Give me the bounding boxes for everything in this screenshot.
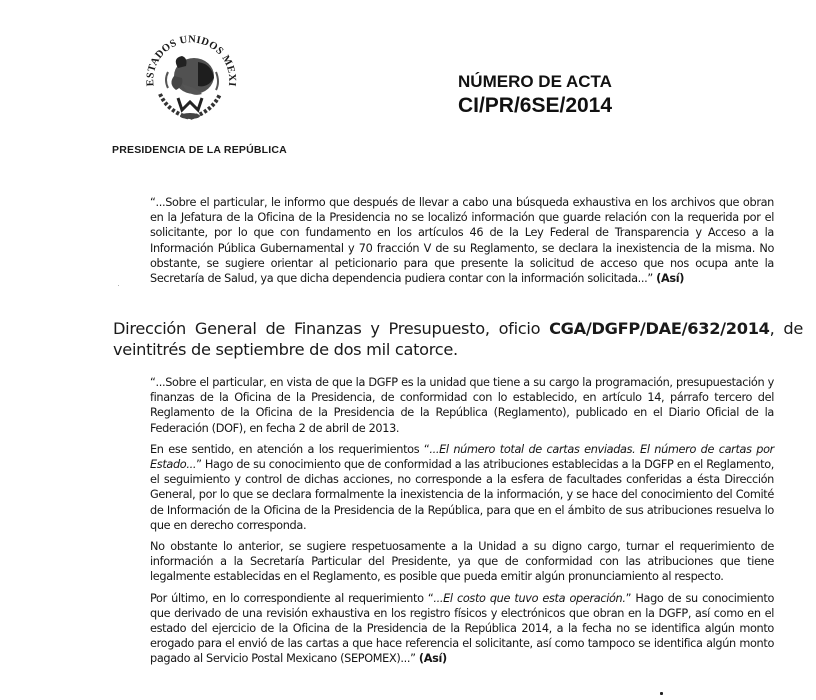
quote-paragraph-3: No obstante lo anterior, se sugiere respetuosamente a la Unidad a su digno cargo, turnar el requerimiento de información a la Secretaría Particular del Presidente, ya que de conformidad con las atribuciones que tiene legalmente establecidas en el Reglamento, es posible que pueda emitir algún pronunciamiento al respecto. xyxy=(150,540,774,584)
scan-speck xyxy=(118,285,119,286)
p2-text-before: En ese sentido, en atención a los requerimientos “ xyxy=(150,442,430,456)
acta-label: NÚMERO DE ACTA xyxy=(458,72,612,91)
quote-paragraph xyxy=(150,195,774,286)
acta-number: CI/PR/6SE/2014 xyxy=(457,94,613,117)
quote-paragraph-1: “...Sobre el particular, en vista de que la DGFP es la unidad que tiene a su cargo la programación, presupuestación y finanzas de la Oficina de la Presidencia, de conformidad con lo establecido, en artículo 14, párrafo tercero del Reglamento de la Oficina de la Presidencia de la República (Reglamento), publicado en el Diario Oficial de la Federación (DOF), en fecha 2 de abril de 2013. xyxy=(150,376,774,435)
heading-suffix: , de veintitrés de septiembre de dos mil catorce. xyxy=(113,319,804,359)
heading-prefix: Dirección General de Finanzas y Presupuesto, oficio xyxy=(113,319,550,338)
quote-text: “...Sobre el particular, le informo que después de llevar a cabo una búsqueda exhaustiva en los archivos que obran en la Jefatura de la Oficina de la Presidencia no se localizó información que guarde relación con la requerida por el solicitante, por lo que con fundamento en los artículos 46 de la Ley Federal de Transparencia y Acceso a la Información Pública Gubernamental y 70 fracción V de su Reglamento, se declara la inexistencia de la misma. No obstante, se sugiere orientar al peticionario para que presente la solicitud de acceso que nos ocupa ante la Secretaría de Salud, ya que dicha dependencia pudiera contar con la información solicitada...” xyxy=(150,196,774,286)
p2-requirement-quote: ...El número total de cartas enviadas. El número de cartas por Estado... xyxy=(150,442,774,472)
asi-marker: (Así) xyxy=(418,652,447,666)
seal-ring-text: ESTADOS UNIDOS MEXI xyxy=(145,34,238,88)
quote-block-jefatura xyxy=(150,195,774,292)
scan-speck xyxy=(660,692,663,695)
quote-block-dgfp xyxy=(150,375,774,673)
p2-text-after: ” Hago de su conocimiento que de conformidad a las atribuciones establecidas a la DGFP en el Reglamento, el seguimiento y control de dichas acciones, no corresponde a la esfera de facultades conferidas a ésta Dirección General, por lo que se declara formalmente la inexistencia de la información, y se hace del conocimiento del Comité de Información de la Oficina de la Presidencia de la República, para que en el ámbito de sus atribuciones resuelva lo que en derecho corresponda. xyxy=(150,458,774,532)
p4-requirement-quote: ...El costo que tuvo esta operación. xyxy=(433,591,626,605)
section-heading xyxy=(113,318,803,360)
seal-graphic xyxy=(138,28,242,132)
asi-marker: (Así) xyxy=(656,272,685,286)
quote-paragraph-2 xyxy=(150,442,774,533)
p4-text-before: Por último, en lo correspondiente al requerimiento “ xyxy=(150,591,434,605)
p4-text-after: ” Hago de su conocimiento que derivado de una revisión exhaustiva en los registro físicos y electrónicos que obran en la DGFP, así como en el estado del ejercicio de la Oficina de la Presidencia de la República 2014, a la fecha no se identifica algún monto erogado para el envió de las cartas a que hace referencia el solicitante, así como tampoco se identifica algún monto pagado al Servicio Postal Mexicano (SEPOMEX)...” xyxy=(150,591,775,666)
mexican-coat-of-arms-icon xyxy=(138,28,242,132)
quote-paragraph-4 xyxy=(150,591,774,667)
oficio-number: CGA/DGFP/DAE/632/2014 xyxy=(549,319,770,338)
seal-caption: PRESIDENCIA DE LA REPÚBLICA xyxy=(112,144,287,156)
